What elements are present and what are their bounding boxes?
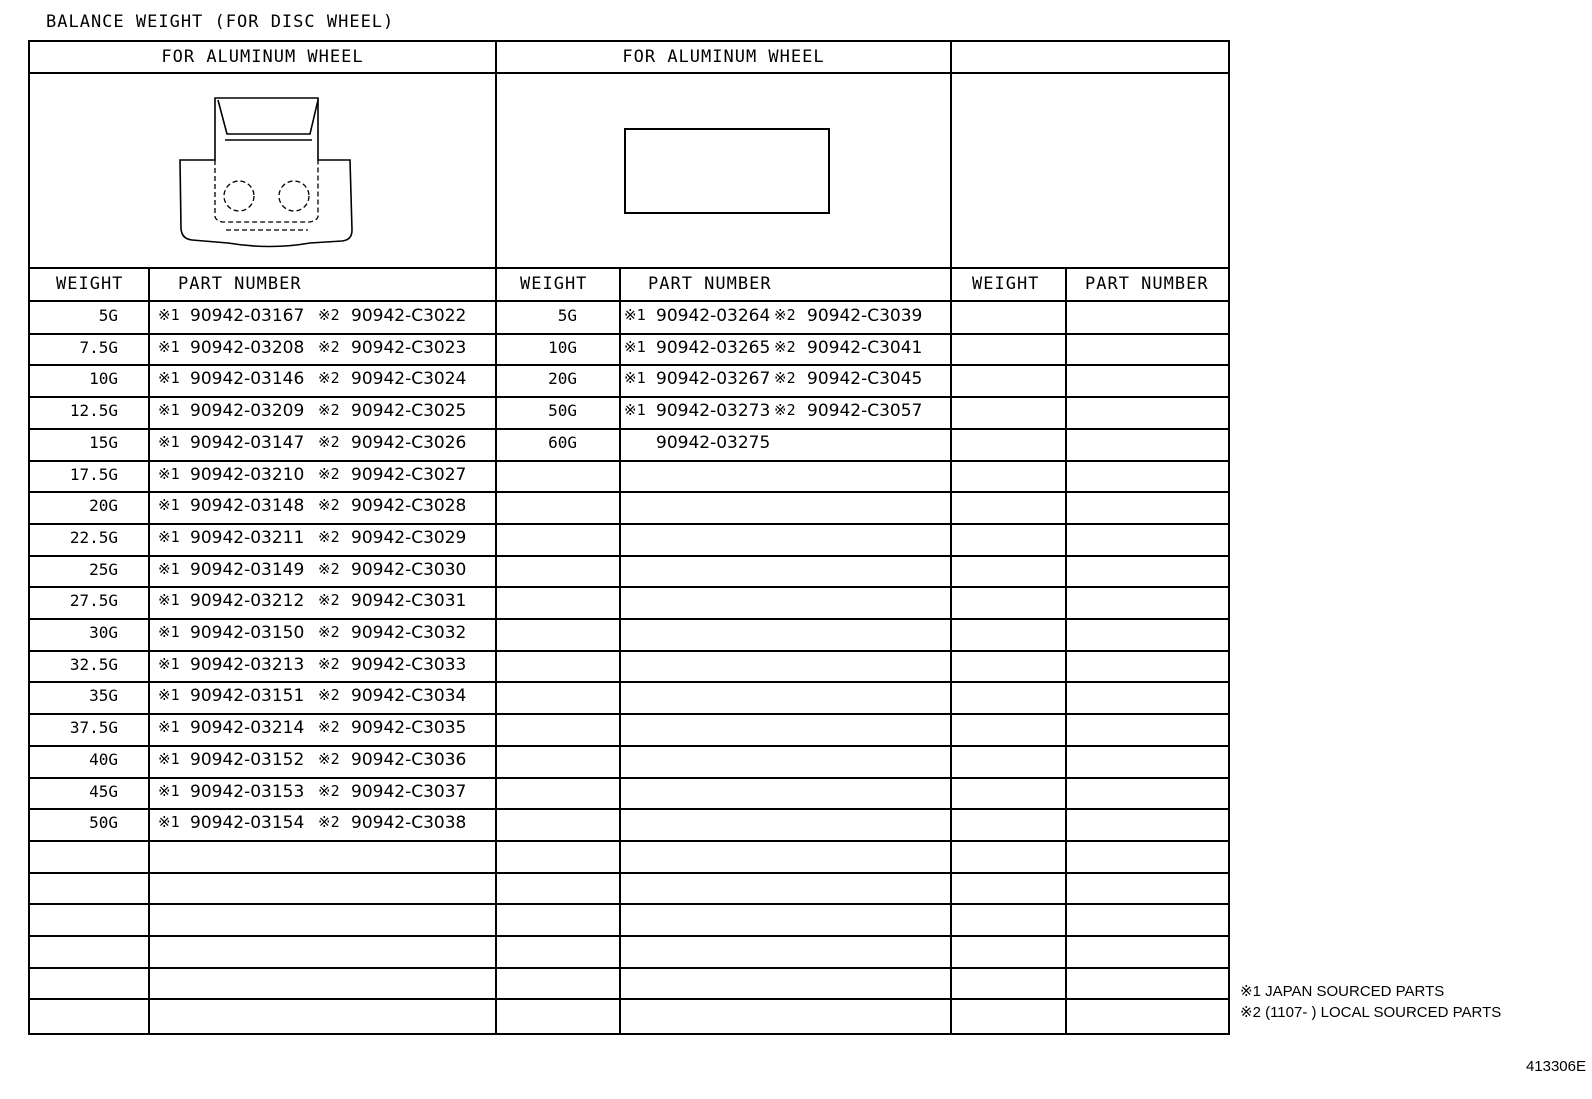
weight-cell: 20G — [89, 496, 118, 515]
japan-sourced-mark: ※1 — [158, 560, 180, 578]
row-divider — [28, 935, 1230, 937]
row-divider — [28, 777, 1230, 779]
local-sourced-mark: ※2 — [318, 623, 340, 641]
weight-cell: 50G — [89, 813, 118, 832]
part-number-japan: 90942-03147 — [190, 433, 305, 453]
row-divider — [28, 460, 1230, 462]
local-sourced-mark: ※2 — [318, 496, 340, 514]
japan-sourced-mark: ※1 — [158, 750, 180, 768]
weight-cell: 27.5G — [69, 591, 118, 610]
section-label: FOR ALUMINUM WHEEL — [161, 47, 364, 67]
japan-sourced-mark: ※1 — [158, 433, 180, 451]
japan-sourced-mark: ※1 — [158, 623, 180, 641]
part-number-japan: 90942-03211 — [190, 528, 305, 548]
local-sourced-mark: ※2 — [318, 591, 340, 609]
weight-column-header: WEIGHT — [520, 274, 588, 294]
local-sourced-mark: ※2 — [774, 401, 796, 419]
part-number-japan: 90942-03149 — [190, 560, 305, 580]
local-sourced-mark: ※2 — [318, 433, 340, 451]
local-sourced-mark: ※2 — [318, 750, 340, 768]
weight-column-header: WEIGHT — [56, 274, 124, 294]
part-number-japan: 90942-03210 — [190, 465, 305, 485]
local-sourced-mark: ※2 — [774, 306, 796, 324]
part-number-local: 90942-C3041 — [807, 338, 923, 358]
row-divider — [28, 903, 1230, 905]
part-number-japan: 90942-03151 — [190, 686, 305, 706]
divider — [28, 267, 1230, 269]
japan-sourced-mark: ※1 — [624, 369, 646, 387]
row-divider — [28, 333, 1230, 335]
weight-cell: 5G — [557, 306, 577, 325]
part-number-local: 90942-C3039 — [807, 306, 923, 326]
divider — [28, 300, 1230, 302]
local-sourced-mark: ※2 — [318, 782, 340, 800]
weight-cell: 50G — [548, 401, 577, 420]
local-sourced-mark: ※2 — [318, 813, 340, 831]
weight-cell: 32.5G — [69, 655, 118, 674]
local-sourced-mark: ※2 — [318, 465, 340, 483]
part-number-local: 90942-C3027 — [351, 465, 467, 485]
weight-cell: 22.5G — [69, 528, 118, 547]
part-number-japan: 90942-03264 — [656, 306, 771, 326]
part-number-japan: 90942-03267 — [656, 369, 771, 389]
japan-sourced-mark: ※1 — [158, 655, 180, 673]
local-sourced-mark: ※2 — [318, 369, 340, 387]
part-number-japan: 90942-03214 — [190, 718, 305, 738]
row-divider — [28, 998, 1230, 1000]
part-number-japan: 90942-03212 — [190, 591, 305, 611]
weight-cell: 25G — [89, 560, 118, 579]
divider — [495, 40, 497, 1035]
japan-sourced-mark: ※1 — [158, 496, 180, 514]
weight-cell: 45G — [89, 782, 118, 801]
japan-sourced-mark: ※1 — [158, 528, 180, 546]
part-number-local: 90942-C3036 — [351, 750, 467, 770]
page-title: BALANCE WEIGHT (FOR DISC WHEEL) — [46, 12, 395, 32]
part-number-local: 90942-C3033 — [351, 655, 467, 675]
part-number-local: 90942-C3035 — [351, 718, 467, 738]
japan-sourced-mark: ※1 — [158, 686, 180, 704]
row-divider — [28, 713, 1230, 715]
part-number-japan: 90942-03152 — [190, 750, 305, 770]
japan-sourced-mark: ※1 — [158, 401, 180, 419]
part-number-local: 90942-C3029 — [351, 528, 467, 548]
local-sourced-mark: ※2 — [318, 306, 340, 324]
part-number-local: 90942-C3045 — [807, 369, 923, 389]
part-number-japan: 90942-03146 — [190, 369, 305, 389]
part-number-local: 90942-C3031 — [351, 591, 467, 611]
weight-cell: 30G — [89, 623, 118, 642]
divider — [950, 40, 952, 1035]
row-divider — [28, 396, 1230, 398]
part-number-japan: 90942-03167 — [190, 306, 305, 326]
part-number-local: 90942-C3037 — [351, 782, 467, 802]
adhesive-weight-illustration — [622, 126, 834, 218]
part-number-local: 90942-C3023 — [351, 338, 467, 358]
row-divider — [28, 872, 1230, 874]
clip-weight-illustration — [170, 90, 370, 255]
japan-sourced-mark: ※1 — [158, 782, 180, 800]
local-sourced-mark: ※2 — [318, 718, 340, 736]
part-number: 90942-03275 — [656, 433, 771, 453]
weight-cell: 60G — [548, 433, 577, 452]
drawing-code: 413306E — [1525, 1058, 1586, 1075]
part-number-local: 90942-C3022 — [351, 306, 467, 326]
row-divider — [28, 618, 1230, 620]
part-number-local: 90942-C3030 — [351, 560, 467, 580]
local-sourced-mark: ※2 — [318, 686, 340, 704]
local-sourced-mark: ※2 — [318, 528, 340, 546]
row-divider — [28, 428, 1230, 430]
part-number-japan: 90942-03148 — [190, 496, 305, 516]
weight-cell: 12.5G — [69, 401, 118, 420]
row-divider — [28, 491, 1230, 493]
weight-cell: 37.5G — [69, 718, 118, 737]
row-divider — [28, 840, 1230, 842]
japan-sourced-mark: ※1 — [158, 369, 180, 387]
part-number-japan: 90942-03154 — [190, 813, 305, 833]
japan-sourced-mark: ※1 — [624, 306, 646, 324]
weight-cell: 40G — [89, 750, 118, 769]
row-divider — [28, 586, 1230, 588]
weight-cell: 5G — [98, 306, 118, 325]
part-number-local: 90942-C3024 — [351, 369, 467, 389]
part-number-local: 90942-C3034 — [351, 686, 467, 706]
japan-sourced-mark: ※1 — [158, 306, 180, 324]
japan-sourced-mark: ※1 — [158, 465, 180, 483]
legend-local-sourced: ※2 (1107- ) LOCAL SOURCED PARTS — [1240, 1004, 1502, 1021]
japan-sourced-mark: ※1 — [624, 338, 646, 356]
weight-cell: 10G — [89, 369, 118, 388]
part-number-japan: 90942-03209 — [190, 401, 305, 421]
local-sourced-mark: ※2 — [318, 655, 340, 673]
part-number-column-header: PART NUMBER — [1085, 274, 1209, 294]
divider — [28, 72, 1230, 74]
row-divider — [28, 745, 1230, 747]
weight-cell: 15G — [89, 433, 118, 452]
japan-sourced-mark: ※1 — [624, 401, 646, 419]
section-label: FOR ALUMINUM WHEEL — [622, 47, 825, 67]
part-number-japan: 90942-03265 — [656, 338, 771, 358]
row-divider — [28, 681, 1230, 683]
part-number-local: 90942-C3057 — [807, 401, 923, 421]
part-number-japan: 90942-03273 — [656, 401, 771, 421]
local-sourced-mark: ※2 — [774, 369, 796, 387]
weight-column-header: WEIGHT — [972, 274, 1040, 294]
local-sourced-mark: ※2 — [318, 338, 340, 356]
weight-cell: 35G — [89, 686, 118, 705]
part-number-local: 90942-C3028 — [351, 496, 467, 516]
weight-cell: 7.5G — [79, 338, 118, 357]
row-divider — [28, 364, 1230, 366]
row-divider — [28, 555, 1230, 557]
part-number-local: 90942-C3025 — [351, 401, 467, 421]
row-divider — [28, 967, 1230, 969]
part-number-japan: 90942-03208 — [190, 338, 305, 358]
part-number-japan: 90942-03150 — [190, 623, 305, 643]
local-sourced-mark: ※2 — [774, 338, 796, 356]
part-number-column-header: PART NUMBER — [178, 274, 302, 294]
japan-sourced-mark: ※1 — [158, 338, 180, 356]
weight-cell: 20G — [548, 369, 577, 388]
part-number-column-header: PART NUMBER — [648, 274, 772, 294]
row-divider — [28, 808, 1230, 810]
local-sourced-mark: ※2 — [318, 401, 340, 419]
part-number-local: 90942-C3026 — [351, 433, 467, 453]
part-number-japan: 90942-03213 — [190, 655, 305, 675]
japan-sourced-mark: ※1 — [158, 813, 180, 831]
row-divider — [28, 523, 1230, 525]
weight-cell: 10G — [548, 338, 577, 357]
weight-cell: 17.5G — [69, 465, 118, 484]
part-number-local: 90942-C3038 — [351, 813, 467, 833]
japan-sourced-mark: ※1 — [158, 718, 180, 736]
legend-japan-sourced: ※1 JAPAN SOURCED PARTS — [1240, 983, 1445, 1000]
part-number-japan: 90942-03153 — [190, 782, 305, 802]
local-sourced-mark: ※2 — [318, 560, 340, 578]
japan-sourced-mark: ※1 — [158, 591, 180, 609]
row-divider — [28, 650, 1230, 652]
part-number-local: 90942-C3032 — [351, 623, 467, 643]
